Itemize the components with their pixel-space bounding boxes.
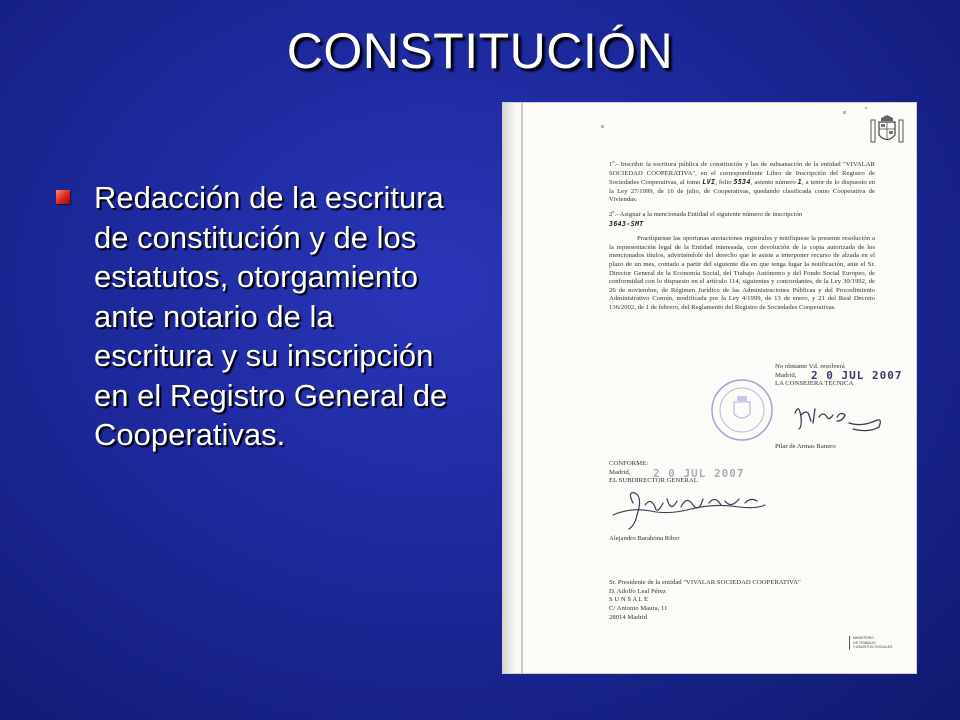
- slide-title: CONSTITUCIÓN: [286, 23, 674, 79]
- bullet-marker-icon: [56, 190, 70, 204]
- scan-mark: [865, 107, 867, 109]
- madrid-text-2: Madrid,: [609, 468, 631, 476]
- conforme-label: CONFORME:: [609, 460, 649, 467]
- ministry-footer: [849, 636, 913, 650]
- asiento-value: 1: [797, 178, 802, 187]
- ministry-line-2: DE TRABAJO: [853, 640, 876, 645]
- date-stamp-1: 2 0 JUL 2007: [811, 369, 903, 382]
- scan-mark: [601, 125, 604, 128]
- para1-text: 1º.- Inscribir la escritura pública de constitución y las de subsanación de la entidad "VIVALAR SOCIEDAD COOPERATIVA", en el correspondiente Libro de Inscripción del Registro de Sociedades Cooperativas, al tomo: [609, 161, 875, 187]
- official-seal-icon: [708, 376, 776, 444]
- bullet-text: Redacción de la escritura de constitución y de los estatutos, otorgamiento ante notario de la escritura y su inscripción en el Registro General de Cooperativas.: [94, 180, 448, 452]
- date-stamp-2: 2 0 JUL 2007: [653, 467, 745, 480]
- scan-mark: [843, 111, 846, 114]
- madrid-text-1: Madrid,: [775, 371, 797, 379]
- document-body: [609, 161, 875, 319]
- signature-1-icon: [789, 399, 887, 437]
- addressee-line-1: Sr. Presidente de la entidad "VIVALAR SOCIEDAD COOPERATIVA": [609, 579, 801, 586]
- consejera-title: LA CONSEJERA TÉCNICA: [775, 380, 854, 388]
- para2-text: 2º.- Asignar a la mencionada Entidad el siguiente número de inscripción: [609, 210, 803, 218]
- tomo-value: LVI: [702, 178, 716, 187]
- asiento-label: , asiento número: [750, 179, 796, 187]
- addressee-line-3: S U N S A L E: [609, 596, 649, 604]
- ministry-line-3: Y ASUNTOS SOCIALES: [853, 645, 893, 650]
- addressee-line-4: C/ Antonio Maura, 11: [609, 605, 668, 613]
- signer-1-name: Pilar de Armas Ranero: [775, 443, 836, 450]
- no-obstante-text: No obstante Vd. resolverá: [775, 363, 845, 370]
- paper-fold-line: [521, 103, 523, 673]
- addressee-block: [609, 579, 869, 623]
- paper-fold-edge: [503, 103, 517, 673]
- paragraph-1: [609, 161, 875, 205]
- inscription-number: 3643-SMT: [609, 219, 644, 228]
- paragraph-2: [609, 211, 875, 229]
- coat-of-arms-icon: [870, 115, 904, 147]
- signer-2-name: Alejandro Barahona Riber: [609, 535, 680, 542]
- addressee-line-2: D. Adolfo Leal Pérez: [609, 587, 666, 595]
- bullet-list: [56, 178, 461, 455]
- folio-label: , folio: [715, 179, 732, 187]
- para1-end: , a tenor de lo dispuesto en la Ley 27/1999, de 16 de julio, de Cooperativas, quedando clasificada como Cooperativa de Viviendas.: [609, 179, 876, 204]
- signature-2-icon: [611, 485, 771, 531]
- paragraph-3: Practíquense las oportunas anotaciones registrales y notifíquese la presente resolución a la representación legal de la Entidad interesada, con devolución de la copia autorizada de los mencionados títulos, advirtiéndole del derecho que le asiste a interponer recurso de alzada en el plazo de un mes, contado a partir del siguiente día en que tenga lugar la notificación, ante el Sr. Director General de la Economía Social, del Trabajo Autónomo y del Fondo Social Europeo, de conformidad con lo dispuesto en el artículo 114, siguientes y concordantes, de la Ley 30/1992, de 26 de noviembre, de Régimen Jurídico de las Administraciones Públicas y del Procedimiento Administrativo Común, modificada por la Ley 4/1999, de 13 de enero, y 21 del Real Decreto 136/2002, de 1 de febrero, del Reglamento del Registro de Sociedades Cooperativas.: [609, 235, 875, 311]
- folio-value: 5534: [733, 178, 751, 187]
- ministry-line-1: MINISTERIO: [853, 636, 874, 640]
- document-scan: [503, 103, 916, 673]
- subdirector-title: EL SUBDIRECTOR GENERAL: [609, 477, 698, 485]
- addressee-line-5: 28014 Madrid: [609, 613, 648, 621]
